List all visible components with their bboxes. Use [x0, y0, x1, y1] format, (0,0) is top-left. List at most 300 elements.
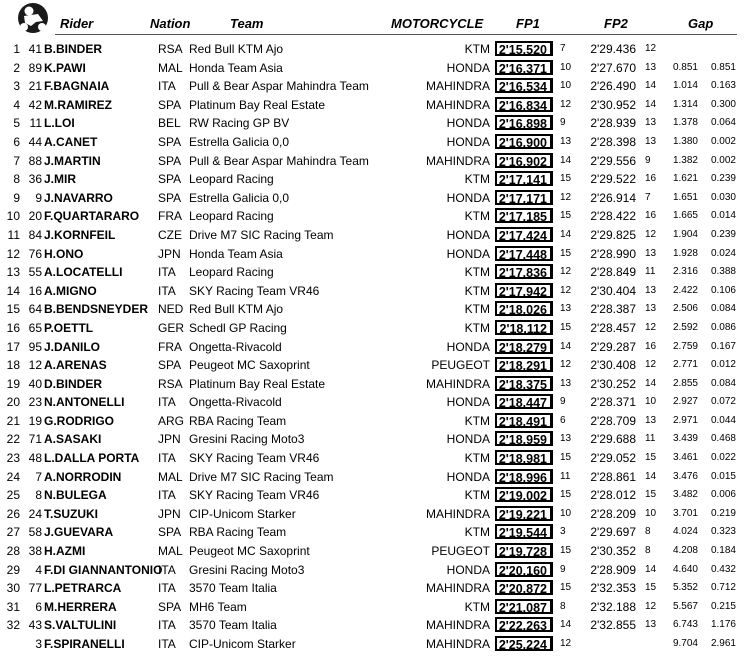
motorcycle: KTM	[464, 283, 490, 298]
rider-name: T.SUZUKI	[44, 506, 98, 521]
team-name: RBA Racing Team	[189, 525, 287, 540]
nation: ITA	[158, 79, 176, 94]
nation: ITA	[158, 618, 176, 633]
rider-name: H.ONO	[44, 246, 84, 261]
team-name: RBA Racing Team	[189, 413, 287, 428]
fp2-time: 2'28.012	[590, 488, 636, 503]
motorcycle: HONDA	[446, 60, 490, 75]
fp2-laps: 13	[645, 135, 657, 147]
rider-number: 48	[28, 451, 42, 466]
fp1-time: 2'17.424	[495, 227, 553, 242]
team-name: Peugeot MC Saxoprint	[189, 544, 310, 559]
motorcycle-rider-icon	[12, 2, 54, 34]
gap-to-previous: 0.851	[710, 61, 736, 73]
position: 27	[6, 525, 20, 540]
motorcycle: KTM	[464, 451, 490, 466]
fp1-laps: 13	[560, 377, 572, 389]
fp2-laps: 15	[645, 582, 657, 594]
fp2-laps: 16	[645, 173, 657, 185]
team-name: Schedl GP Racing	[189, 320, 287, 335]
team-name: Pull & Bear Aspar Mahindra Team	[189, 153, 369, 168]
gap-to-previous: 0.064	[710, 117, 736, 129]
fp2-time: 2'32.855	[590, 618, 636, 633]
gap-to-previous: 2.961	[710, 638, 736, 649]
table-row	[0, 282, 745, 301]
fp1-laps: 14	[560, 619, 572, 631]
team-name: CIP-Unicom Starker	[189, 637, 296, 651]
position: 32	[6, 618, 20, 633]
position: 8	[13, 172, 20, 187]
fp1-laps: 14	[560, 228, 572, 240]
rider-name: A.NORRODIN	[44, 469, 122, 484]
nation: MAL	[158, 469, 183, 484]
fp1-time: 2'17.171	[495, 190, 553, 205]
fp1-laps: 12	[560, 284, 572, 296]
position: 13	[6, 265, 20, 280]
motorcycle: KTM	[464, 172, 490, 187]
position: 12	[6, 246, 20, 261]
position: 3	[13, 79, 20, 94]
team-name: Estrella Galicia 0,0	[189, 134, 290, 149]
nation: SPA	[158, 190, 182, 205]
fp2-time: 2'28.387	[590, 302, 636, 317]
fp1-time: 2'17.448	[495, 246, 553, 261]
gap-to-first: 2.592	[672, 321, 698, 333]
gap-to-first: 1.928	[672, 247, 698, 259]
gap-to-previous: 0.219	[710, 507, 736, 519]
team-name: Estrella Galicia 0,0	[189, 190, 290, 205]
fp1-laps: 10	[560, 507, 572, 519]
motorcycle: MAHINDRA	[425, 637, 490, 651]
fp2-time: 2'32.353	[590, 581, 636, 596]
gap-to-previous: 0.167	[710, 340, 736, 352]
fp1-time: 2'18.112	[495, 320, 553, 335]
fp2-time: 2'28.709	[590, 413, 636, 428]
fp1-time: 2'18.447	[495, 394, 553, 409]
gap-to-first: 9.704	[672, 638, 698, 649]
table-row	[0, 207, 745, 226]
gap-to-previous: 0.024	[710, 247, 736, 259]
rider-name: B.BINDER	[44, 42, 103, 56]
fp2-laps: 13	[645, 61, 657, 73]
nation: MAL	[158, 544, 183, 559]
fp1-time: 2'25.224	[495, 636, 553, 651]
position: 9	[13, 190, 20, 205]
rider-name: L.DALLA PORTA	[44, 451, 140, 466]
team-name: Gresini Racing Moto3	[189, 432, 305, 447]
gap-to-first: 3.461	[672, 452, 698, 464]
fp1-laps: 15	[560, 545, 572, 557]
position: 31	[6, 599, 20, 614]
fp2-laps: 11	[645, 266, 656, 278]
rider-number: 20	[28, 209, 42, 224]
motorcycle: KTM	[464, 413, 490, 428]
nation: ITA	[158, 265, 176, 280]
fp1-laps: 13	[560, 135, 572, 147]
motorcycle: PEUGEOT	[431, 544, 490, 559]
position: 7	[13, 153, 20, 168]
position: 1	[13, 42, 20, 56]
gap-to-first: 5.567	[672, 600, 698, 612]
header-fp1: FP1	[516, 16, 540, 31]
gap-to-previous: 0.239	[710, 173, 736, 185]
fp2-laps: 12	[645, 600, 657, 612]
nation: MAL	[158, 60, 183, 75]
fp1-laps: 10	[560, 80, 572, 92]
motorcycle: HONDA	[446, 469, 490, 484]
position: 30	[6, 581, 20, 596]
header-gap: Gap	[688, 16, 714, 31]
fp2-laps: 13	[645, 619, 657, 631]
nation: NED	[158, 302, 184, 317]
position: 16	[6, 320, 20, 335]
gap-to-first: 2.422	[672, 284, 698, 296]
gap-to-previous: 0.044	[710, 414, 736, 426]
rider-name: L.LOI	[44, 116, 75, 131]
fp2-laps: 16	[645, 210, 657, 222]
nation: ITA	[158, 283, 176, 298]
rider-name: J.NAVARRO	[44, 190, 113, 205]
table-row	[0, 449, 745, 468]
rider-number: 24	[28, 506, 42, 521]
position: 23	[6, 451, 20, 466]
fp1-time: 2'20.160	[495, 562, 553, 577]
gap-to-previous: 0.300	[710, 98, 736, 110]
nation: RSA	[158, 376, 183, 391]
motorcycle: KTM	[464, 525, 490, 540]
team-name: Platinum Bay Real Estate	[189, 376, 326, 391]
fp2-laps: 13	[645, 414, 657, 426]
gap-to-first: 2.316	[672, 266, 698, 278]
fp2-laps: 15	[645, 452, 657, 464]
table-row	[0, 561, 745, 580]
fp2-time: 2'26.490	[590, 79, 636, 94]
fp1-laps: 9	[560, 117, 566, 129]
rider-name: F.DI GIANNANTONIO	[44, 562, 163, 577]
rider-number: 89	[28, 60, 42, 75]
motorcycle: MAHINDRA	[425, 153, 490, 168]
table-row	[0, 579, 745, 598]
table-row	[0, 245, 745, 264]
gap-to-first: 1.904	[672, 228, 698, 240]
fp1-time: 2'19.728	[495, 543, 553, 558]
fp2-laps: 16	[645, 340, 657, 352]
rider-number: 42	[28, 97, 42, 112]
rider-name: K.PAWI	[44, 60, 86, 75]
motorcycle: MAHINDRA	[425, 618, 490, 633]
rider-name: J.MIR	[44, 172, 77, 187]
position: 28	[6, 544, 20, 559]
nation: SPA	[158, 97, 182, 112]
table-row	[0, 542, 745, 561]
table-row	[0, 375, 745, 394]
team-name: 3570 Team Italia	[189, 618, 277, 633]
team-name: Peugeot MC Saxoprint	[189, 358, 310, 373]
fp1-laps: 14	[560, 340, 572, 352]
fp1-time: 2'19.221	[495, 506, 553, 521]
gap-to-previous: 0.072	[710, 396, 736, 408]
motorcycle: HONDA	[446, 562, 490, 577]
fp1-laps: 6	[560, 414, 566, 426]
position: 21	[6, 413, 20, 428]
table-row	[0, 393, 745, 412]
motorcycle: MAHINDRA	[425, 97, 490, 112]
position: 14	[6, 283, 20, 298]
position: 25	[6, 488, 20, 503]
fp1-time: 2'17.141	[495, 171, 553, 186]
position: 19	[6, 376, 20, 391]
table-row	[0, 505, 745, 524]
motorcycle: KTM	[464, 209, 490, 224]
fp1-time: 2'18.996	[495, 469, 553, 484]
motorcycle: MAHINDRA	[425, 506, 490, 521]
fp2-laps: 13	[645, 284, 657, 296]
fp2-laps: 7	[645, 191, 651, 203]
gap-to-first: 3.482	[672, 489, 698, 501]
table-row	[0, 77, 745, 96]
motorcycle: MAHINDRA	[425, 79, 490, 94]
table-row	[0, 635, 745, 654]
fp2-time: 2'28.861	[590, 469, 636, 484]
gap-to-first: 2.771	[672, 359, 698, 371]
gap-to-previous: 0.163	[710, 80, 736, 92]
fp1-laps: 9	[560, 563, 566, 575]
fp1-laps: 12	[560, 359, 572, 371]
fp2-time: 2'32.188	[590, 599, 636, 614]
fp2-laps: 12	[645, 321, 657, 333]
fp1-laps: 14	[560, 154, 572, 166]
table-row	[0, 300, 745, 319]
table-row	[0, 523, 745, 542]
motorcycle: MAHINDRA	[425, 376, 490, 391]
fp2-time: 2'28.990	[590, 246, 636, 261]
gap-to-first: 2.855	[672, 377, 698, 389]
motorcycle: KTM	[464, 302, 490, 317]
fp2-laps: 12	[645, 359, 657, 371]
fp2-time: 2'28.909	[590, 562, 636, 577]
rider-number: 4	[35, 562, 42, 577]
position: 20	[6, 395, 20, 410]
nation: BEL	[158, 116, 181, 131]
team-name: MH6 Team	[189, 599, 247, 614]
gap-to-first: 1.665	[672, 210, 698, 222]
rider-name: F.SPIRANELLI	[44, 637, 125, 651]
gap-to-previous: 0.239	[710, 228, 736, 240]
team-name: SKY Racing Team VR46	[189, 488, 320, 503]
fp2-time: 2'28.849	[590, 265, 636, 280]
fp1-time: 2'18.491	[495, 413, 553, 428]
nation: SPA	[158, 134, 182, 149]
motorcycle: HONDA	[446, 395, 490, 410]
rider-number: 55	[28, 265, 42, 280]
gap-to-previous: 0.022	[710, 452, 736, 464]
nation: JPN	[158, 506, 181, 521]
table-row	[0, 40, 745, 59]
rider-number: 38	[28, 544, 42, 559]
motorcycle: HONDA	[446, 190, 490, 205]
fp1-time: 2'16.898	[495, 115, 553, 130]
motorcycle: KTM	[464, 599, 490, 614]
motorcycle: KTM	[464, 42, 490, 56]
gap-to-previous: 0.712	[710, 582, 736, 594]
nation: FRA	[158, 209, 182, 224]
fp2-laps: 15	[645, 489, 657, 501]
table-row	[0, 133, 745, 152]
position: 6	[13, 134, 20, 149]
fp2-time: 2'30.352	[590, 544, 636, 559]
fp1-laps: 15	[560, 173, 572, 185]
motorcycle: HONDA	[446, 227, 490, 242]
gap-to-first: 4.024	[672, 526, 698, 538]
fp1-laps: 13	[560, 433, 572, 445]
gap-to-first: 1.621	[672, 173, 698, 185]
fp2-time: 2'28.398	[590, 134, 636, 149]
table-row	[0, 430, 745, 449]
fp1-laps: 12	[560, 266, 572, 278]
rider-number: 12	[28, 358, 42, 373]
fp2-time: 2'30.952	[590, 97, 636, 112]
rider-number: 76	[28, 246, 42, 261]
fp1-time: 2'19.544	[495, 524, 553, 539]
nation: ITA	[158, 562, 176, 577]
rider-number: 7	[35, 469, 42, 484]
team-name: RW Racing GP BV	[189, 116, 290, 131]
fp1-time: 2'18.291	[495, 357, 553, 372]
fp1-laps: 15	[560, 210, 572, 222]
gap-to-first: 4.640	[672, 563, 698, 575]
table-row	[0, 356, 745, 375]
gap-to-previous: 0.084	[710, 377, 736, 389]
header-rider: Rider	[60, 16, 94, 31]
table-row	[0, 319, 745, 338]
fp1-time: 2'15.520	[495, 41, 553, 56]
nation: GER	[158, 320, 185, 335]
nation: ITA	[158, 488, 176, 503]
gap-to-previous: 0.012	[710, 359, 736, 371]
rider-name: A.SASAKI	[44, 432, 102, 447]
fp2-laps: 9	[645, 154, 651, 166]
fp1-time: 2'16.900	[495, 134, 553, 149]
fp2-laps: 14	[645, 98, 657, 110]
nation: ITA	[158, 451, 176, 466]
position: 17	[6, 339, 20, 354]
gap-to-previous: 1.176	[710, 619, 736, 631]
fp1-laps: 13	[560, 303, 572, 315]
motorcycle: HONDA	[446, 339, 490, 354]
header-fp2: FP2	[604, 16, 628, 31]
fp2-laps: 14	[645, 80, 657, 92]
team-name: Leopard Racing	[189, 265, 274, 280]
fp2-time: 2'30.252	[590, 376, 636, 391]
fp2-time: 2'29.052	[590, 451, 636, 466]
header-motorcycle: MOTORCYCLE	[391, 16, 484, 31]
fp2-time: 2'30.408	[590, 358, 636, 373]
fp1-laps: 15	[560, 582, 572, 594]
gap-to-previous: 0.388	[710, 266, 736, 278]
nation: FRA	[158, 339, 182, 354]
fp2-time: 2'28.422	[590, 209, 636, 224]
fp2-laps: 8	[645, 526, 651, 538]
fp2-laps: 13	[645, 303, 657, 315]
team-name: SKY Racing Team VR46	[189, 283, 320, 298]
fp1-laps: 11	[560, 470, 571, 482]
gap-to-first: 2.971	[672, 414, 698, 426]
gap-to-first: 1.014	[672, 80, 698, 92]
team-name: 3570 Team Italia	[189, 581, 277, 596]
team-name: CIP-Unicom Starker	[189, 506, 296, 521]
gap-to-first: 1.382	[672, 154, 698, 166]
nation: ITA	[158, 581, 176, 596]
gap-to-previous: 0.215	[710, 600, 736, 612]
rider-number: 40	[28, 376, 42, 391]
fp2-laps: 13	[645, 117, 657, 129]
gap-to-previous: 0.084	[710, 303, 736, 315]
position: 18	[6, 358, 20, 373]
rider-number: 3	[35, 637, 42, 651]
rider-number: 21	[28, 79, 42, 94]
team-name: Gresini Racing Moto3	[189, 562, 305, 577]
rider-name: L.PETRARCA	[44, 581, 122, 596]
gap-to-first: 1.314	[672, 98, 698, 110]
fp1-time: 2'17.942	[495, 283, 553, 298]
table-row	[0, 468, 745, 487]
table-header	[0, 0, 745, 36]
rider-number: 11	[29, 116, 42, 131]
fp1-time: 2'17.836	[495, 264, 553, 279]
results-table	[0, 40, 745, 654]
fp1-laps: 12	[560, 638, 572, 649]
team-name: Leopard Racing	[189, 209, 274, 224]
table-row	[0, 412, 745, 431]
fp2-time: 2'29.825	[590, 227, 636, 242]
gap-to-first: 5.352	[672, 582, 698, 594]
motorcycle: HONDA	[446, 432, 490, 447]
position: 22	[6, 432, 20, 447]
rider-number: 36	[28, 172, 42, 187]
fp1-laps: 15	[560, 321, 572, 333]
nation: JPN	[158, 432, 181, 447]
header-nation: Nation	[150, 16, 191, 31]
fp2-laps: 10	[645, 507, 657, 519]
motorcycle: KTM	[464, 320, 490, 335]
rider-name: S.VALTULINI	[44, 618, 117, 633]
fp2-time: 2'29.522	[590, 172, 636, 187]
fp2-laps: 10	[645, 396, 657, 408]
table-row	[0, 170, 745, 189]
rider-number: 6	[35, 599, 42, 614]
rider-number: 95	[28, 339, 42, 354]
gap-to-first: 4.208	[672, 545, 698, 557]
motorcycle: HONDA	[446, 246, 490, 261]
fp2-time: 2'29.436	[590, 42, 636, 56]
fp1-laps: 10	[560, 61, 572, 73]
fp2-laps: 14	[645, 563, 657, 575]
gap-to-previous: 0.323	[710, 526, 736, 538]
team-name: Platinum Bay Real Estate	[189, 97, 326, 112]
motorcycle: HONDA	[446, 116, 490, 131]
fp2-time: 2'29.556	[590, 153, 636, 168]
fp1-laps: 9	[560, 396, 566, 408]
fp1-time: 2'18.959	[495, 431, 553, 446]
rider-number: 71	[28, 432, 42, 447]
gap-to-previous: 0.432	[710, 563, 736, 575]
rider-name: N.BULEGA	[44, 488, 107, 503]
fp1-laps: 15	[560, 247, 572, 259]
fp1-time: 2'16.902	[495, 153, 553, 168]
table-row	[0, 226, 745, 245]
fp1-laps: 15	[560, 452, 572, 464]
rider-name: G.RODRIGO	[44, 413, 115, 428]
